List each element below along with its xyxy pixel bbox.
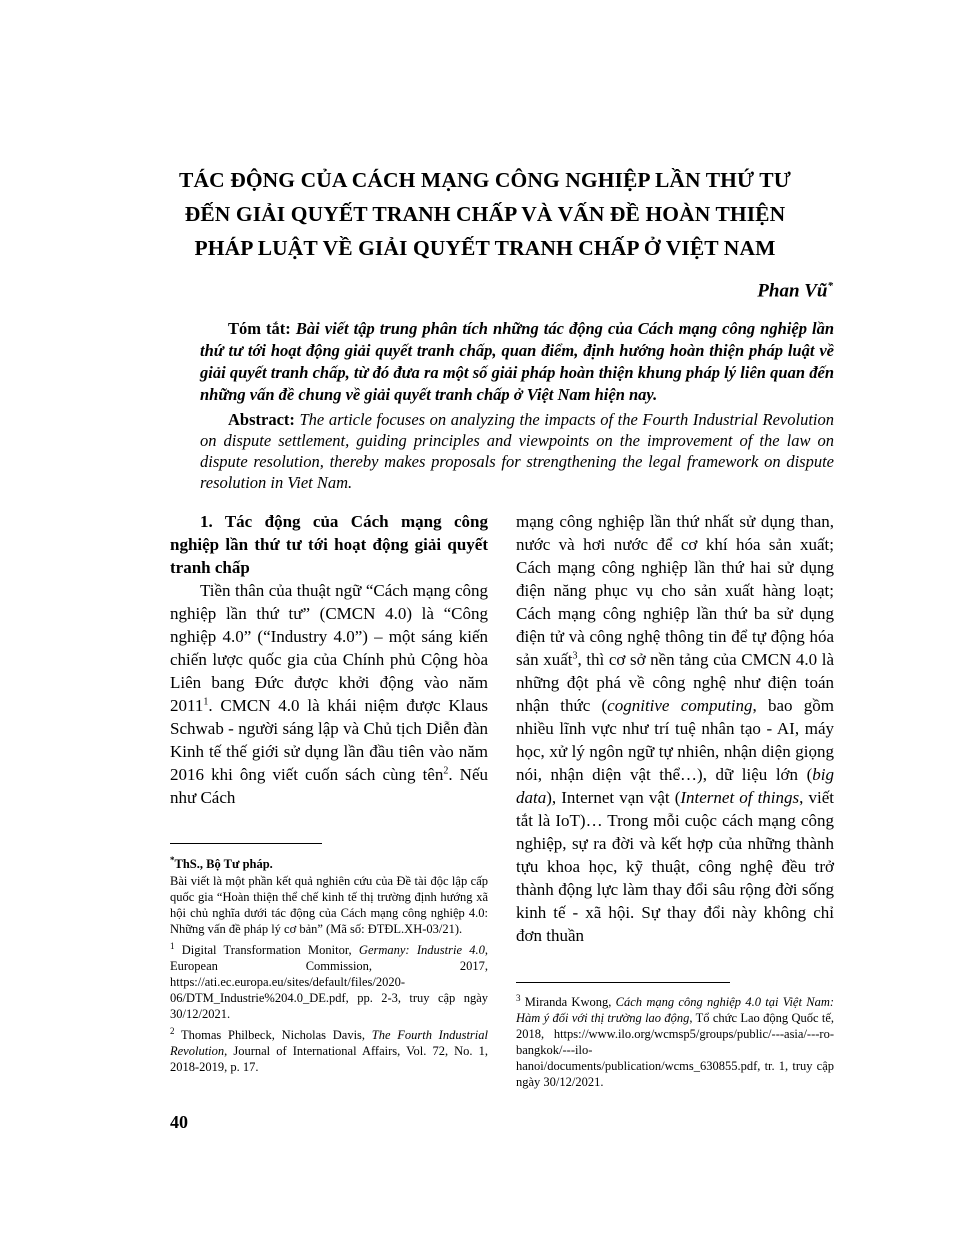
footnote-2-text-a: Thomas Philbeck, Nicholas Davis, — [174, 1028, 372, 1043]
author-byline — [757, 280, 833, 302]
left-p1-text-c: . Nếu như Cách — [170, 765, 488, 807]
footnote-2-text-b: , Journal of International Affairs, Vol. 72, No. 1, 2018-2019, p. 17. — [170, 1044, 488, 1075]
author-name: Phan Vũ — [757, 280, 828, 302]
footnote-3 — [516, 990, 834, 1090]
title-line-1: TÁC ĐỘNG CỦA CÁCH MẠNG CÔNG NGHIỆP LẦN THỨ TƯ — [179, 168, 791, 192]
right-p1-text-a: mạng công nghiệp lần thứ nhất sử dụng than, nước và hơi nước để cơ khí hóa sản xuất; Cách mạng công nghiệp lần thứ hai sử dụng điện năng phục vụ cho sản xuất hàng loạt; Cách mạng công nghiệp lần thứ ba sử dụng điện tử và công nghệ thông tin để tự động hóa sản xuất — [516, 512, 834, 669]
abstract-vn-label: Tóm tắt: — [228, 319, 291, 338]
abstract-en-label: Abstract: — [228, 410, 295, 429]
left-column — [170, 510, 488, 809]
section-1-paragraph-right — [516, 510, 834, 947]
footnote-ref-3: 3 — [572, 650, 578, 662]
right-column — [516, 510, 834, 947]
footnote-3-text-b: , Tổ chức Lao động Quốc tế, 2018, https://www.ilo.org/wcmsp5/groups/public/---asia/---ro-bangkok/---ilo-hanoi/documents/publication/wcms_630855.pdf, tr. 1, truy cập ngày 30/12/2021. — [516, 1011, 835, 1090]
footnote-separator-right — [516, 982, 730, 983]
footnote-1-title: Germany: Industrie 4.0 — [358, 943, 485, 958]
footnote-1 — [170, 938, 488, 1022]
footnote-3-title: Cách mạng công nghiệp 4.0 tại Việt Nam: Hàm ý đối với thị trường lao động — [516, 995, 835, 1026]
article-title — [150, 163, 820, 265]
abstract-english — [200, 409, 834, 493]
footnote-1-text-a: Digital Transformation Monitor, — [174, 943, 359, 958]
footnote-3-text-a: Miranda Kwong, — [520, 995, 616, 1010]
footnotes-right — [516, 990, 834, 1091]
right-p1-text-c: , bao gồm nhiều lĩnh vực như trí tuệ nhân tạo - AI, máy học, xử lý ngôn ngữ tự nhiên, nhận diện giọng nói, nhận diện vật thể…), dữ liệu lớn ( — [516, 696, 834, 784]
term-cognitive-computing: cognitive computing — [607, 696, 753, 715]
footnote-author-mark: * — [170, 855, 175, 865]
section-1-paragraph-left — [170, 579, 488, 809]
right-p1-text-d: ), Internet vạn vật ( — [546, 788, 681, 807]
term-big-data: big data — [516, 765, 834, 807]
abstract-vn-text: Bài viết tập trung phân tích những tác động của Cách mạng công nghiệp lần thứ tư tới hoạt động giải quyết tranh chấp, quan điểm, định hướng hoàn thiện pháp luật về giải quyết tranh chấp, từ đó đưa ra một số giải pháp hoàn thiện khung pháp lý liên quan đến những vấn đề chung về giải quyết tranh chấp ở Việt Nam hiện nay. — [200, 319, 835, 404]
abstract-vietnamese — [200, 318, 834, 406]
footnote-project-note: Bài viết là một phần kết quả nghiên cứu của Đề tài độc lập cấp quốc gia “Hoàn thiện thể chế kinh tế thị trường định hướng xã hội chủ nghĩa dưới tác động của Cách mạng công nghiệp 4.0: Những vấn đề pháp lý cơ bản” (Mã số: ĐTĐL.XH-03/21). — [170, 874, 488, 937]
abstract-en-text: The article focuses on analyzing the impacts of the Fourth Industrial Revolution on dispute settlement, guiding principles and viewpoints on the improvement of the law on dispute resolution, thereby makes proposals for strengthening the legal framework on dispute resolution in Viet Nam. — [200, 410, 834, 492]
right-p1-text-e: , viết tắt là IoT)… Trong mỗi cuộc cách mạng công nghiệp, sự ra đời và kết hợp của những thành tựu khoa học, kỹ thuật, công nghệ đều trở thành động lực làm thay đổi sâu rộng đời sống kinh tế - xã hội. Sự thay đổi này không chỉ đơn thuần — [516, 788, 834, 945]
footnote-author-text: ThS., Bộ Tư pháp. — [174, 857, 273, 872]
footnote-1-number: 1 — [170, 941, 175, 952]
page-number: 40 — [170, 1112, 188, 1132]
footnote-separator-left — [170, 843, 322, 844]
footnote-2 — [170, 1023, 488, 1075]
left-p1-text-b: . CMCN 4.0 là khái niệm được Klaus Schwab - người sáng lập và Chủ tịch Diễn đàn Kinh tế thế giới sử dụng lần đầu tiên vào năm 2016 khi ông viết cuốn sách cùng tên — [170, 696, 488, 784]
right-p1-text-b: , thì cơ sở nền tảng của CMCN 4.0 là những đột phá về công nghệ như điện toán nhận thức ( — [516, 650, 834, 715]
section-1-heading: 1. Tác động của Cách mạng công nghiệp lần thứ tư tới hoạt động giải quyết tranh chấp — [170, 512, 488, 577]
footnote-ref-2: 2 — [443, 765, 449, 777]
term-internet-of-things: Internet of things — [680, 788, 800, 807]
footnote-3-number: 3 — [516, 993, 521, 1003]
footnote-2-number: 2 — [170, 1026, 175, 1037]
footnote-2-title: The Fourth Industrial Revolution — [170, 1028, 488, 1059]
footnotes-left — [170, 852, 488, 1076]
title-line-2: ĐẾN GIẢI QUYẾT TRANH CHẤP VÀ VẤN ĐỀ HOÀN THIỆN — [184, 202, 786, 226]
left-p1-text-a: Tiền thân của thuật ngữ “Cách mạng công nghiệp lần thứ tư” (CMCN 4.0) là “Công nghiệp 4.0” (“Industry 4.0”) – một sáng kiến chiến lược quốc gia của Chính phủ Cộng hòa Liên bang Đức được khởi động vào năm 2011 — [170, 581, 488, 715]
author-footnote-mark: * — [827, 280, 833, 292]
footnote-ref-1: 1 — [203, 696, 209, 708]
footnote-1-text-b: , European Commission, 2017, https://ati.ec.europa.eu/sites/default/files/2020-06/DTM_Industrie%204.0_DE.pdf, pp. 2-3, truy cập ngày 30/12/2021. — [170, 943, 488, 1022]
footnote-author — [170, 852, 488, 872]
title-line-3: PHÁP LUẬT VỀ GIẢI QUYẾT TRANH CHẤP Ở VIỆT NAM — [194, 236, 776, 260]
